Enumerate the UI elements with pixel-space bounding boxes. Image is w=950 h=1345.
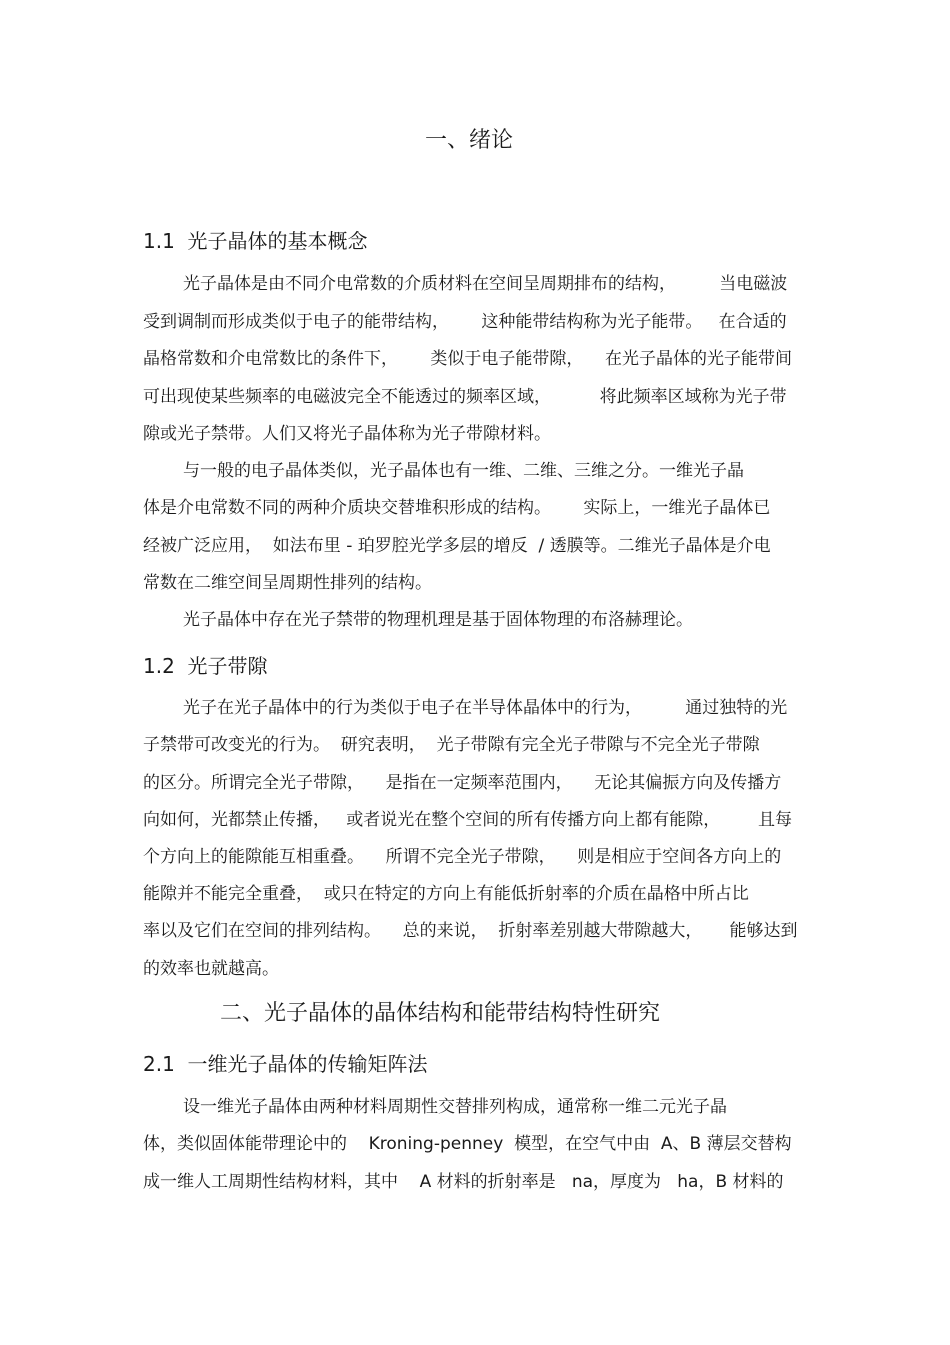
paragraph-line: 受到调制而形成类似于电子的能带结构， 这种能带结构称为光子能带。 在合适的 [143,312,787,332]
paragraph-line: 设一维光子晶体由两种材料周期性交替排列构成，通常称一维二元光子晶 [183,1097,727,1117]
paragraph-line: 的区分。所谓完全光子带隙， 是指在一定频率范围内， 无论其偏振方向及传播方 [143,773,782,793]
paragraph-line: 成一维人工周期性结构材料，其中 A 材料的折射率是 na，厚度为 ha，B 材料的 [143,1172,784,1192]
paragraph-line: 晶格常数和介电常数比的条件下， 类似于电子能带隙， 在光子晶体的光子能带间 [143,349,793,369]
paragraph-line: 光子在光子晶体中的行为类似于电子在半导体晶体中的行为， 通过独特的光 [183,698,788,718]
paragraph-line: 子禁带可改变光的行为。 研究表明， 光子带隙有完全光子带隙与不完全光子带隙 [143,735,760,755]
paragraph-line: 的效率也就越高。 [143,959,279,979]
section-heading-2-1: 2.1 一维光子晶体的传输矩阵法 [143,1052,428,1076]
paragraph-line: 率以及它们在空间的排列结构。 总的来说， 折射率差别越大带隙越大， 能够达到 [143,921,798,941]
chapter-title-1: 一、绪论 [425,128,514,153]
section-heading-1-1: 1.1 光子晶体的基本概念 [143,229,368,253]
paragraph-line: 体，类似固体能带理论中的 Kroning-penney 模型，在空气中由 A、B 薄层交替构 [143,1134,792,1154]
paragraph-line: 光子晶体是由不同介电常数的介质材料在空间呈周期排布的结构， 当电磁波 [183,274,788,294]
paragraph-line: 光子晶体中存在光子禁带的物理机理是基于固体物理的布洛赫理论。 [183,610,693,630]
paragraph-line: 可出现使某些频率的电磁波完全不能透过的频率区域， 将此频率区域称为光子带 [143,387,787,407]
paragraph-line: 个方向上的能隙能互相重叠。 所谓不完全光子带隙， 则是相应于空间各方向上的 [143,847,782,867]
paragraph-line: 体是介电常数不同的两种介质块交替堆积形成的结构。 实际上，一维光子晶体已 [143,498,771,518]
paragraph-line: 隙或光子禁带。人们又将光子晶体称为光子带隙材料。 [143,424,551,444]
section-heading-1-2: 1.2 光子带隙 [143,654,268,678]
paragraph-line: 常数在二维空间呈周期性排列的结构。 [143,573,432,593]
chapter-title-2: 二、光子晶体的晶体结构和能带结构特性研究 [220,1001,661,1026]
paragraph-line: 向如何，光都禁止传播， 或者说光在整个空间的所有传播方向上都有能隙， 且每 [143,810,793,830]
paragraph-line: 经被广泛应用， 如法布里 - 珀罗腔光学多层的增反 / 透膜等。二维光子晶体是介电 [143,536,771,556]
paragraph-line: 与一般的电子晶体类似，光子晶体也有一维、二维、三维之分。一维光子晶 [183,461,744,481]
paragraph-line: 能隙并不能完全重叠， 或只在特定的方向上有能低折射率的介质在晶格中所占比 [143,884,749,904]
